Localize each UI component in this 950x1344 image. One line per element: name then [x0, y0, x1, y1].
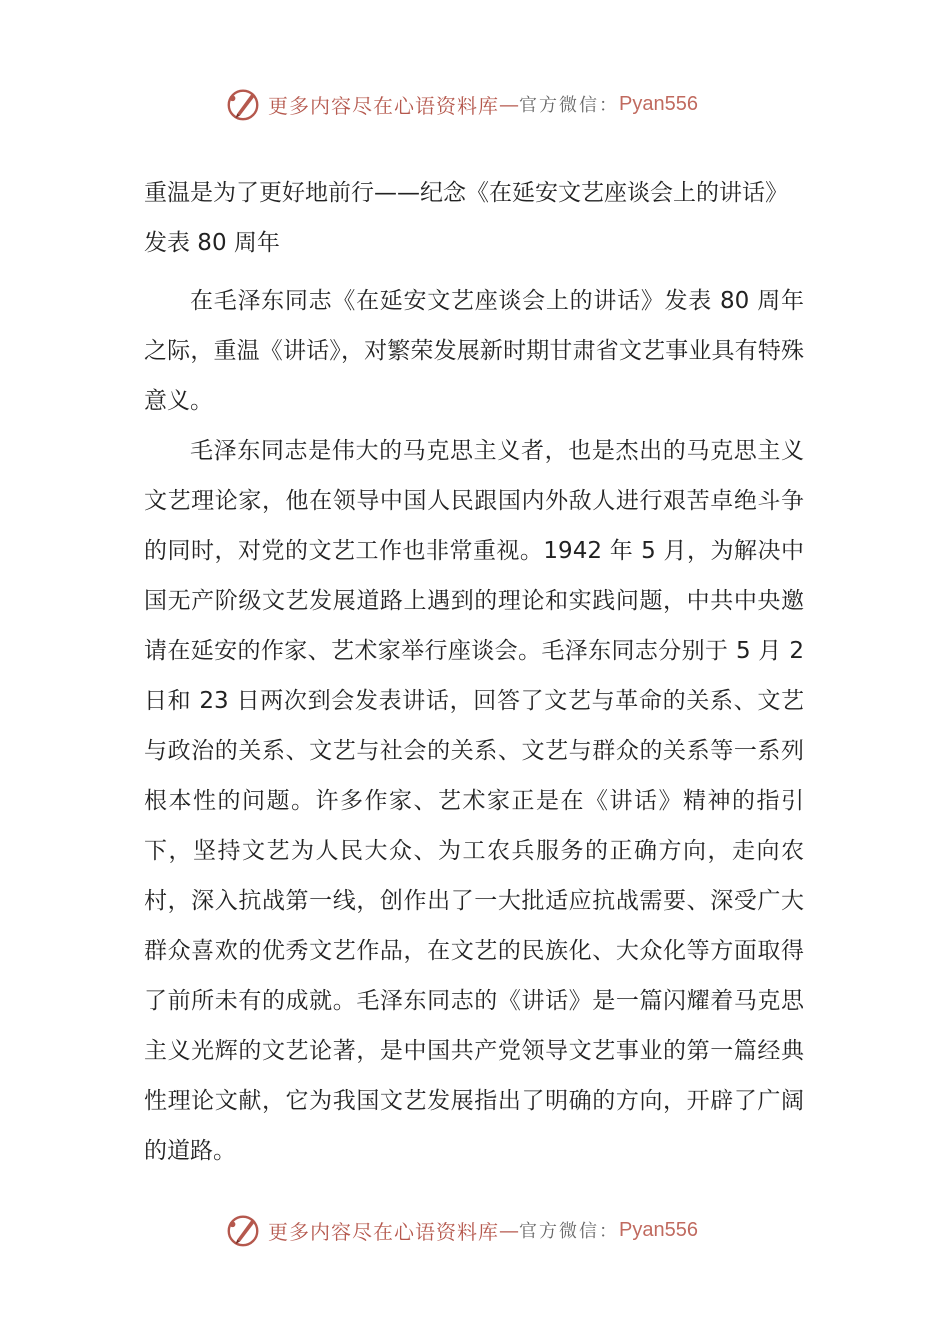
article-title: 重温是为了更好地前行——纪念《在延安文艺座谈会上的讲话》发表 80 周年	[144, 180, 788, 256]
footer-watermark	[224, 1208, 724, 1252]
article	[144, 168, 804, 1176]
header-watermark	[224, 82, 724, 126]
watermark-site-text: 更多内容尽在心语资料库	[268, 1219, 499, 1244]
watermark-separator: —	[499, 92, 519, 116]
watermark-wechat-label: 官方微信：	[519, 95, 619, 116]
watermark-wechat-id: Pyan556	[619, 1218, 698, 1241]
article-paragraph: 毛泽东同志是伟大的马克思主义者，也是杰出的马克思主义文艺理论家，他在领导中国人民跟国内外敌人进行艰苦卓绝斗争的同时，对党的文艺工作也非常重视。1942 年 5 月，为解决中国无产阶级文艺发展道路上遇到的理论和实践问题，中共中央邀请在延安的作家、艺术家举行座谈会。毛泽东同志分别于 5 月 2 日和 23 日两次到会发表讲话，回答了文艺与革命的关系、文艺与政治的关系、文艺与社会的关系、文艺与群众的关系等一系列根本性的问题。许多作家、艺术家正是在《讲话》精神的指引下，坚持文艺为人民大众、为工农兵服务的正确方向，走向农村，深入抗战第一线，创作出了一大批适应抗战需要、深受广大群众喜欢的优秀文艺作品，在文艺的民族化、大众化等方面取得了前所未有的成就。毛泽东同志的《讲话》是一篇闪耀着马克思主义光辉的文艺论著，是中国共产党领导文艺事业的第一篇经典性理论文献，它为我国文艺发展指出了明确的方向，开辟了广阔的道路。	[144, 438, 804, 1164]
watermark-wechat-label: 官方微信：	[519, 1221, 619, 1242]
watermark-separator: —	[499, 1218, 519, 1242]
watermark-site-text: 更多内容尽在心语资料库	[268, 93, 499, 118]
pen-circle-logo-icon	[224, 85, 262, 123]
watermark-wechat-id: Pyan556	[619, 92, 698, 115]
article-paragraph: 在毛泽东同志《在延安文艺座谈会上的讲话》发表 80 周年之际，重温《讲话》，对繁荣发展新时期甘肃省文艺事业具有特殊意义。	[144, 288, 804, 414]
pen-circle-logo-icon	[224, 1211, 262, 1249]
